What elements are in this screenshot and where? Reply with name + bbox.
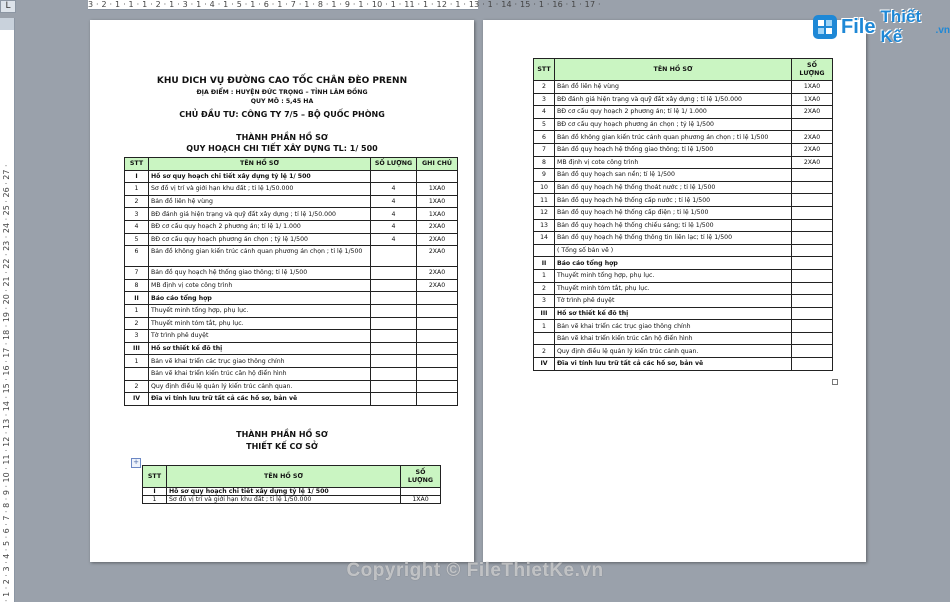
cell-quantity: 1XA0 [792,93,833,106]
cell-name: Thuyết minh tổng hợp, phụ lục. [555,269,792,282]
cell-quantity [792,118,833,131]
cell-stt: 3 [125,208,149,221]
cell-note: 2XA0 [417,279,458,292]
cell-note: 1XA0 [417,183,458,196]
table-row [534,232,833,245]
cell-name: Bản đồ quy hoạch hệ thống cấp điện ; tỉ lệ 1/500 [555,206,792,219]
cell-name: Bản đồ liên hệ vùng [149,195,371,208]
column-header-stt: STT [143,466,167,488]
cell-quantity [792,282,833,295]
table-row [125,355,458,368]
table-row [125,304,458,317]
document-page-1[interactable] [90,20,474,562]
cell-name: BĐ cơ cấu quy hoạch 2 phương án; tỉ lệ 1/ 1.000 [149,220,371,233]
table-row [143,488,441,496]
table-row [534,131,833,144]
cell-stt: 2 [534,81,555,94]
cell-note [417,317,458,330]
cell-quantity: 4 [371,220,417,233]
cell-name: Báo cáo tổng hợp [149,292,371,305]
cell-quantity: 2XA0 [792,143,833,156]
copyright-watermark: Copyright © FileThietKe.vn [346,560,604,581]
table-row [534,244,833,257]
table-row [534,345,833,358]
column-header-quantity: SỐ LƯỢNG [401,466,441,488]
cell-name: Quy định điều lệ quản lý kiến trúc cảnh quan. [555,345,792,358]
cell-quantity [401,488,441,496]
cell-stt: III [534,307,555,320]
cell-name: Bản đồ quy hoạch hệ thống thoát nước ; tỉ lệ 1/500 [555,181,792,194]
cell-name: Báo cáo tổng hợp [555,257,792,270]
table-row [534,81,833,94]
cell-quantity: 2XA0 [792,131,833,144]
table-row [534,206,833,219]
cell-quantity: 1XA0 [401,496,441,504]
cell-name: Bản vẽ khai triển kiến trúc căn hộ điển hình [555,332,792,345]
vertical-ruler-margin [0,18,14,30]
cell-quantity: 4 [371,208,417,221]
cell-name: Bản đồ quy hoạch hệ thống thông tin liên lạc; tỉ lệ 1/500 [555,232,792,245]
column-header-name: TÊN HỒ SƠ [167,466,401,488]
records-table-continued[interactable] [533,58,833,371]
table-row [534,143,833,156]
cell-name: Bản đồ quy hoạch hệ thống giao thông; tỉ lệ 1/500 [149,267,371,280]
logo-text-name: Thiết Kế [880,7,922,46]
cell-stt: 8 [534,156,555,169]
table-resize-handle[interactable] [832,379,838,385]
section-subtitle: QUY HOẠCH CHI TIẾT XÂY DỰNG TL: 1/ 500 [186,144,378,153]
records-table-basic-design[interactable] [142,465,441,504]
column-header-stt: STT [534,59,555,81]
cell-note: 2XA0 [417,267,458,280]
column-header-name: TÊN HỒ SƠ [149,158,371,171]
cell-quantity [371,393,417,406]
cell-name: Bản đồ không gian kiến trúc cảnh quan phương án chọn ; tỉ lệ 1/500 [555,131,792,144]
table-row [534,282,833,295]
cell-stt [534,244,555,257]
cell-stt: 7 [125,267,149,280]
cell-quantity: 2XA0 [792,106,833,119]
cell-quantity [792,244,833,257]
cell-note [417,292,458,305]
table-row [125,183,458,196]
cell-stt: 14 [534,232,555,245]
table-row [125,330,458,343]
cell-note: 2XA0 [417,246,458,267]
cell-note [417,355,458,368]
cell-quantity [792,232,833,245]
cell-quantity [371,367,417,380]
table-row [534,219,833,232]
cell-note: 1XA0 [417,208,458,221]
cell-name: Thuyết minh tóm tắt, phụ lục. [555,282,792,295]
cell-name: Bản đồ quy hoạch san nền; tỉ lệ 1/500 [555,169,792,182]
cell-stt: 10 [534,181,555,194]
cell-quantity [792,332,833,345]
section-title: THÀNH PHẦN HỒ SƠ [236,430,328,439]
document-location: ĐỊA ĐIỂM : HUYỆN ĐỨC TRỌNG – TỈNH LÂM ĐỒNG [196,89,368,96]
cell-quantity: 1XA0 [792,81,833,94]
table-row [534,194,833,207]
table-row [534,181,833,194]
cell-stt: IV [125,393,149,406]
table-row [125,170,458,183]
logo-text-file: File [841,15,876,38]
table-row [125,342,458,355]
cell-stt: III [125,342,149,355]
cell-stt: 1 [125,355,149,368]
cell-stt: 1 [125,183,149,196]
cell-quantity [371,246,417,267]
cell-name: MB định vị cote công trình [149,279,371,292]
cell-stt: 13 [534,219,555,232]
cell-note [417,380,458,393]
cell-quantity [371,170,417,183]
table-move-handle[interactable]: + [131,458,141,468]
vertical-ruler-scale: · 1 · 2 · 3 · 4 · 5 · 6 · 7 · 8 · 9 · 10 · 11 · 12 · 13 · 14 · 15 · 16 · 17 · 18 · 19 · 20 · 21 · 22 · 23 · 24 · 25 · 26 · 27 · [2,164,11,602]
cell-stt: 1 [534,320,555,333]
cell-stt: 2 [534,345,555,358]
cell-quantity [371,317,417,330]
cell-quantity [371,279,417,292]
cell-stt: 8 [125,279,149,292]
cell-stt: 2 [125,317,149,330]
cell-stt: II [125,292,149,305]
column-header-note: GHI CHÚ [417,158,458,171]
cell-quantity [371,355,417,368]
cell-note: 2XA0 [417,233,458,246]
cell-name: Đĩa vi tính lưu trữ tất cả các hồ sơ, bản vẽ [149,393,371,406]
table-row [125,195,458,208]
cell-name: BĐ cơ cấu quy hoạch phương án chọn ; tỷ lệ 1/500 [149,233,371,246]
cell-name: Sơ đồ vị trí và giới hạn khu đất ; tỉ lệ 1/50.000 [167,496,401,504]
table-row [534,269,833,282]
cell-stt: 11 [534,194,555,207]
table-row [534,106,833,119]
table-row [125,267,458,280]
cell-name: Quy định điều lệ quản lý kiến trúc cảnh quan. [149,380,371,393]
cell-stt: 5 [125,233,149,246]
cell-note [417,170,458,183]
cell-stt [125,367,149,380]
cell-quantity [371,304,417,317]
cell-name: Hồ sơ thiết kế đô thị [555,307,792,320]
cell-name: Bản vẽ khai triển kiến trúc căn hộ điển hình [149,367,371,380]
tab-stop-selector[interactable]: L [0,0,16,13]
cell-quantity [792,181,833,194]
cell-name: Bản đồ quy hoạch hệ thống giao thông; tỉ lệ 1/500 [555,143,792,156]
cell-name: BĐ cơ cấu quy hoạch 2 phương án; tỉ lệ 1/ 1.000 [555,106,792,119]
cell-note [417,393,458,406]
cell-stt: IV [534,358,555,371]
cell-quantity [792,307,833,320]
column-header-stt: STT [125,158,149,171]
cell-name: Bản vẽ khai triển các trục giao thông chính [149,355,371,368]
cell-stt: 12 [534,206,555,219]
column-header-name: TÊN HỒ SƠ [555,59,792,81]
cell-name: Hồ sơ quy hoạch chi tiết xây dựng tỷ lệ 1/ 500 [149,170,371,183]
table-row [534,332,833,345]
cell-quantity [792,219,833,232]
cell-name: Hồ sơ quy hoạch chi tiết xây dựng tỷ lệ 1/ 500 [167,488,401,496]
cell-name: Thuyết minh tóm tắt, phụ lục. [149,317,371,330]
cell-stt: I [125,170,149,183]
cell-quantity [371,380,417,393]
cell-name: MB định vị cote công trình [555,156,792,169]
table-row [534,118,833,131]
cell-stt: 2 [125,380,149,393]
cell-stt: 6 [534,131,555,144]
table-row [125,292,458,305]
site-logo [812,7,950,46]
table-row [125,208,458,221]
cell-quantity: 4 [371,195,417,208]
section-subtitle: THIẾT KẾ CƠ SỞ [246,442,318,451]
cell-quantity: 4 [371,233,417,246]
table-row [125,246,458,267]
cell-stt: 6 [125,246,149,267]
table-row [534,257,833,270]
cell-quantity [792,295,833,308]
cell-stt: 1 [125,304,149,317]
cell-quantity [792,269,833,282]
cell-name: ( Tổng số bản vẽ ) [555,244,792,257]
cell-name: BĐ cơ cấu quy hoạch phương án chọn ; tỷ lệ 1/500 [555,118,792,131]
records-table-detailed-plan[interactable] [124,157,458,406]
cell-name: Tờ trình phê duyệt [555,295,792,308]
table-row [125,367,458,380]
cell-name: Đĩa vi tính lưu trữ tất cả các hồ sơ, bản vẽ [555,358,792,371]
table-row [143,496,441,504]
cell-name: Bản đồ quy hoạch hệ thống cấp nước ; tỉ lệ 1/500 [555,194,792,207]
cell-quantity [371,267,417,280]
logo-mark-icon [812,14,838,40]
table-row [125,220,458,233]
cell-name: Bản vẽ khai triển các trục giao thông chính [555,320,792,333]
horizontal-ruler-scale: 3 · 2 · 1 · 1 · 1 · 2 · 1 · 3 · 1 · 4 · 1 · 5 · 1 · 6 · 1 · 7 · 1 · 8 · 1 · 9 · 1 · 10 · 1 · 11 · 1 · 12 · 1 · 13 · 1 · 14 · 15 · 1 · 16 · 1 · 17 · [88,0,601,9]
cell-quantity [792,169,833,182]
table-row [125,233,458,246]
cell-stt: I [143,488,167,496]
cell-stt: 1 [143,496,167,504]
table-row [534,156,833,169]
cell-stt [534,332,555,345]
cell-quantity [792,345,833,358]
cell-stt: 5 [534,118,555,131]
document-investor: CHỦ ĐẦU TƯ: CÔNG TY 7/5 – BỘ QUỐC PHÒNG [179,110,385,119]
document-scale: QUY MÔ : 5,45 HA [250,98,314,105]
cell-stt: 3 [534,295,555,308]
cell-note [417,342,458,355]
table-row [534,93,833,106]
cell-stt: II [534,257,555,270]
cell-stt: 4 [534,106,555,119]
table-row [534,169,833,182]
cell-quantity: 2XA0 [792,156,833,169]
table-row [125,279,458,292]
logo-text-suffix: .vn [935,24,950,36]
document-page-2[interactable] [483,20,866,562]
cell-name: Bản đồ không gian kiến trúc cảnh quan phương án chọn ; tỉ lệ 1/500 [149,246,371,267]
document-title: KHU DICH VỤ ĐƯỜNG CAO TỐC CHÂN ĐÈO PRENN [156,76,408,86]
cell-stt: 2 [125,195,149,208]
cell-name: Hồ sơ thiết kế đô thị [149,342,371,355]
horizontal-ruler[interactable] [88,0,601,10]
cell-name: BĐ đánh giá hiện trạng và quỹ đất xây dựng ; tỉ lệ 1/50.000 [555,93,792,106]
table-row [125,380,458,393]
cell-quantity [792,194,833,207]
cell-stt: 3 [534,93,555,106]
cell-quantity [371,292,417,305]
cell-stt: 2 [534,282,555,295]
cell-note [417,304,458,317]
cell-name: Sơ đồ vị trí và giới hạn khu đất ; tỉ lệ 1/50.000 [149,183,371,196]
cell-stt: 4 [125,220,149,233]
cell-quantity [371,342,417,355]
cell-stt: 3 [125,330,149,343]
cell-name: Thuyết minh tổng hợp, phụ lục. [149,304,371,317]
cell-note [417,367,458,380]
vertical-ruler[interactable] [0,18,15,602]
cell-stt: 7 [534,143,555,156]
cell-stt: 1 [534,269,555,282]
cell-quantity: 4 [371,183,417,196]
table-row [125,393,458,406]
cell-note: 1XA0 [417,195,458,208]
cell-name: Bản đồ liên hệ vùng [555,81,792,94]
cell-quantity [792,358,833,371]
section-title: THÀNH PHẦN HỒ SƠ [236,133,328,142]
cell-quantity [792,320,833,333]
column-header-quantity: SỐ LƯỢNG [371,158,417,171]
column-header-quantity: SỐ LƯỢNG [792,59,833,81]
cell-quantity [792,257,833,270]
cell-name: BĐ đánh giá hiện trạng và quỹ đất xây dựng ; tỉ lệ 1/50.000 [149,208,371,221]
cell-quantity [792,206,833,219]
table-row [125,317,458,330]
table-row [534,358,833,371]
table-row [534,295,833,308]
table-row [534,307,833,320]
cell-note: 2XA0 [417,220,458,233]
cell-quantity [371,330,417,343]
cell-stt: 9 [534,169,555,182]
cell-note [417,330,458,343]
table-row [534,320,833,333]
cell-name: Tờ trình phê duyệt [149,330,371,343]
cell-name: Bản đồ quy hoạch hệ thống chiếu sáng; tỉ lệ 1/500 [555,219,792,232]
